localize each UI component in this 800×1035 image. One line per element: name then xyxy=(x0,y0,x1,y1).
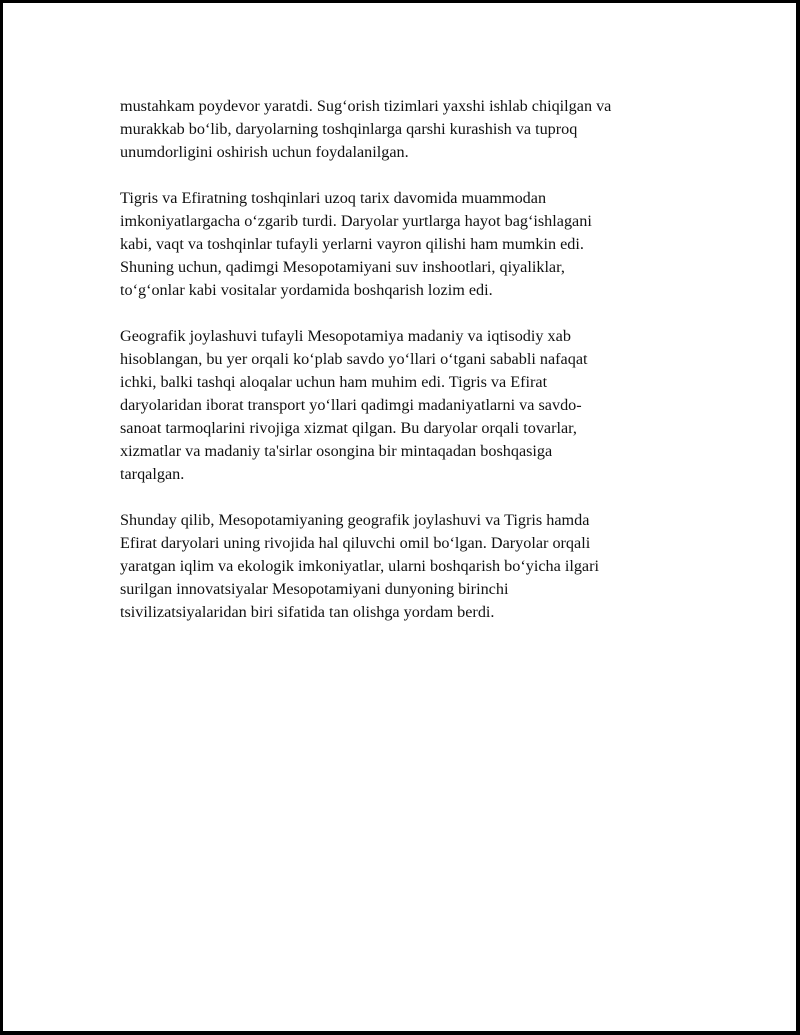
paragraph-2 xyxy=(120,187,700,302)
paragraph-3 xyxy=(120,325,700,486)
paragraph-line: Shunday qilib, Mesopotamiyaning geografik joylashuvi va Tigris hamda xyxy=(120,511,590,529)
paragraph-line: murakkab bo‘lib, daryolarning toshqinlarga qarshi kurashish va tuproq xyxy=(120,120,578,138)
paragraph-line: kabi, vaqt va toshqinlar tufayli yerlarni vayron qilishi ham mumkin edi. xyxy=(120,235,584,253)
paragraph-line: surilgan innovatsiyalar Mesopotamiyani dunyoning birinchi xyxy=(120,580,509,598)
paragraph-line: Geografik joylashuvi tufayli Mesopotamiya madaniy va iqtisodiy xab xyxy=(120,327,571,345)
paragraph-line: tarqalgan. xyxy=(120,465,185,483)
paragraph-line: Efirat daryolari uning rivojida hal qiluvchi omil bo‘lgan. Daryolar orqali xyxy=(120,534,591,552)
paragraph-line: Tigris va Efiratning toshqinlari uzoq tarix davomida muammodan xyxy=(120,189,547,207)
paragraph-1 xyxy=(120,95,700,164)
paragraph-4 xyxy=(120,509,700,624)
paragraph-line: tsivilizatsiyalaridan biri sifatida tan olishga yordam berdi. xyxy=(120,603,495,621)
paragraph-line: yaratgan iqlim va ekologik imkoniyatlar, ularni boshqarish bo‘yicha ilgari xyxy=(120,557,600,575)
paragraph-line: daryolaridan iborat transport yo‘llari qadimgi madaniyatlarni va savdo- xyxy=(120,396,582,414)
paragraph-line: hisoblangan, bu yer orqali ko‘plab savdo yo‘llari o‘tgani sababli nafaqat xyxy=(120,350,588,368)
paragraph-line: to‘g‘onlar kabi vositalar yordamida boshqarish lozim edi. xyxy=(120,281,493,299)
paragraph-line: xizmatlar va madaniy ta'sirlar osongina bir mintaqadan boshqasiga xyxy=(120,442,553,460)
paragraph-line: Shuning uchun, qadimgi Mesopotamiyani suv inshootlari, qiyaliklar, xyxy=(120,258,565,276)
paragraph-line: unumdorligini oshirish uchun foydalanilgan. xyxy=(120,143,409,161)
paragraph-line: ichki, balki tashqi aloqalar uchun ham muhim edi. Tigris va Efirat xyxy=(120,373,548,391)
paragraph-line: imkoniyatlargacha o‘zgarib turdi. Daryolar yurtlarga hayot bag‘ishlagani xyxy=(120,212,592,230)
document-body xyxy=(120,95,700,647)
paragraph-line: sanoat tarmoqlarini rivojiga xizmat qilgan. Bu daryolar orqali tovarlar, xyxy=(120,419,577,437)
paragraph-line: mustahkam poydevor yaratdi. Sug‘orish tizimlari yaxshi ishlab chiqilgan va xyxy=(120,97,612,115)
